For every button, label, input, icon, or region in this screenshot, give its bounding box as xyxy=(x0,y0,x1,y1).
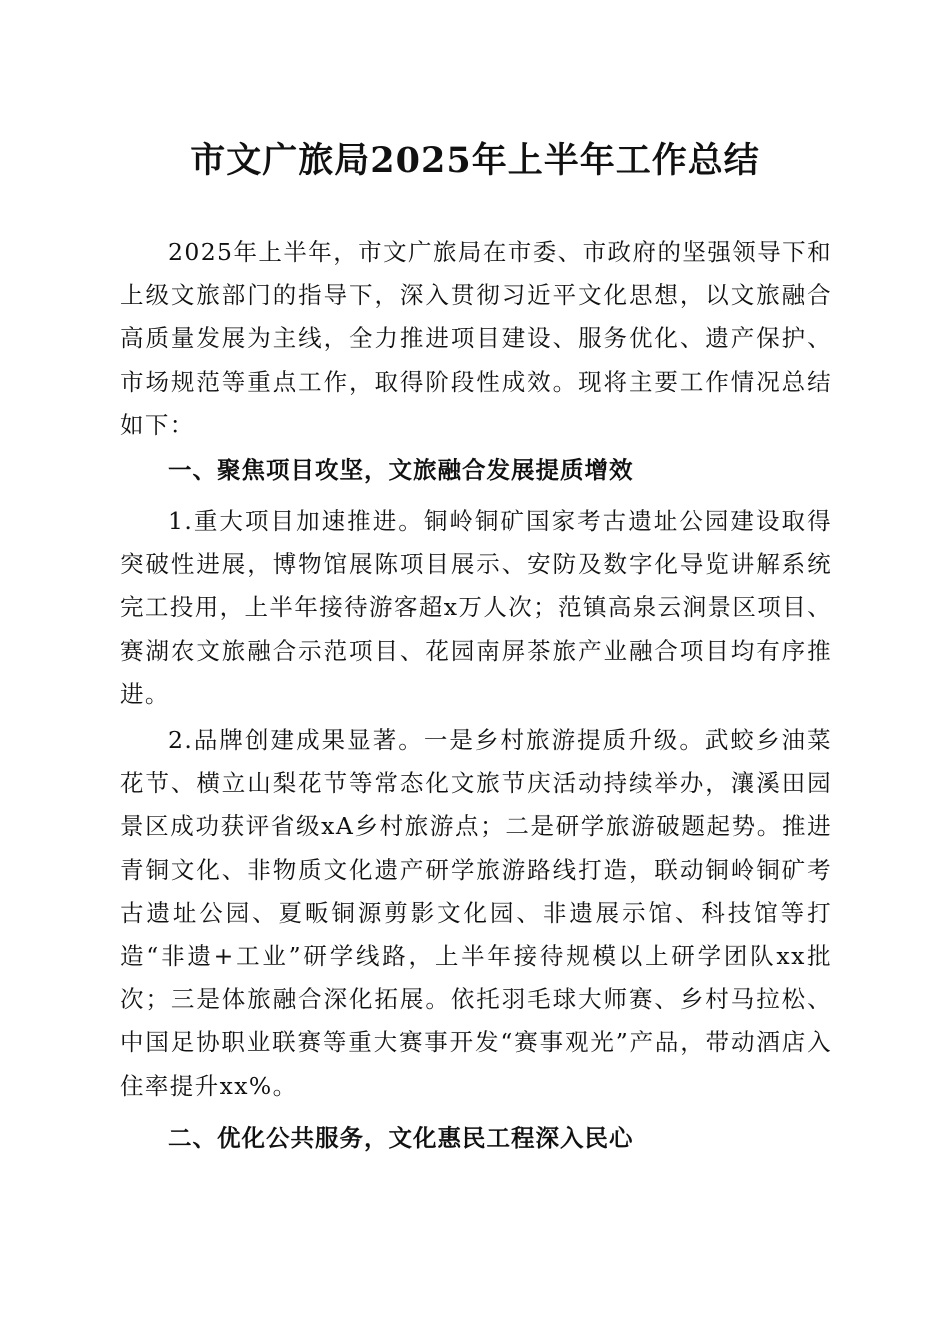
paragraph-item-2: 2.品牌创建成果显著。一是乡村旅游提质升级。武蛟乡油菜花节、横立山梨花节等常态化文旅节庆活动持续举办，瀼溪田园景区成功获评省级xA乡村旅游点；二是研学旅游破题起势。推进青铜文化、非物质文化遗产研学旅游路线打造，联动铜岭铜矿考古遗址公园、夏畈铜源剪影文化园、非遗展示馆、科技馆等打造“非遗+工业”研学线路，上半年接待规模以上研学团队xx批次；三是体旅融合深化拓展。依托羽毛球大师赛、乡村马拉松、中国足协职业联赛等重大赛事开发“赛事观光”产品，带动酒店入住率提升xx%。 xyxy=(120,726,832,1100)
document-title: 市文广旅局2025年上半年工作总结 xyxy=(190,140,760,181)
section-heading-1: 一、聚焦项目攻坚，文旅融合发展提质增效 xyxy=(168,456,634,484)
intro-paragraph: 2025年上半年，市文广旅局在市委、市政府的坚强领导下和上级文旅部门的指导下，深入贯彻习近平文化思想，以文旅融合高质量发展为主线，全力推进项目建设、服务优化、遗产保护、市场规范等重点工作，取得阶段性成效。现将主要工作情况总结如下： xyxy=(120,238,832,439)
paragraph-item-1: 1.重大项目加速推进。铜岭铜矿国家考古遗址公园建设取得突破性进展，博物馆展陈项目展示、安防及数字化导览讲解系统完工投用，上半年接待游客超x万人次；范镇高泉云涧景区项目、赛湖农文旅融合示范项目、花园南屏茶旅产业融合项目均有序推进。 xyxy=(120,507,832,708)
section-heading-2: 二、优化公共服务，文化惠民工程深入民心 xyxy=(168,1124,634,1152)
